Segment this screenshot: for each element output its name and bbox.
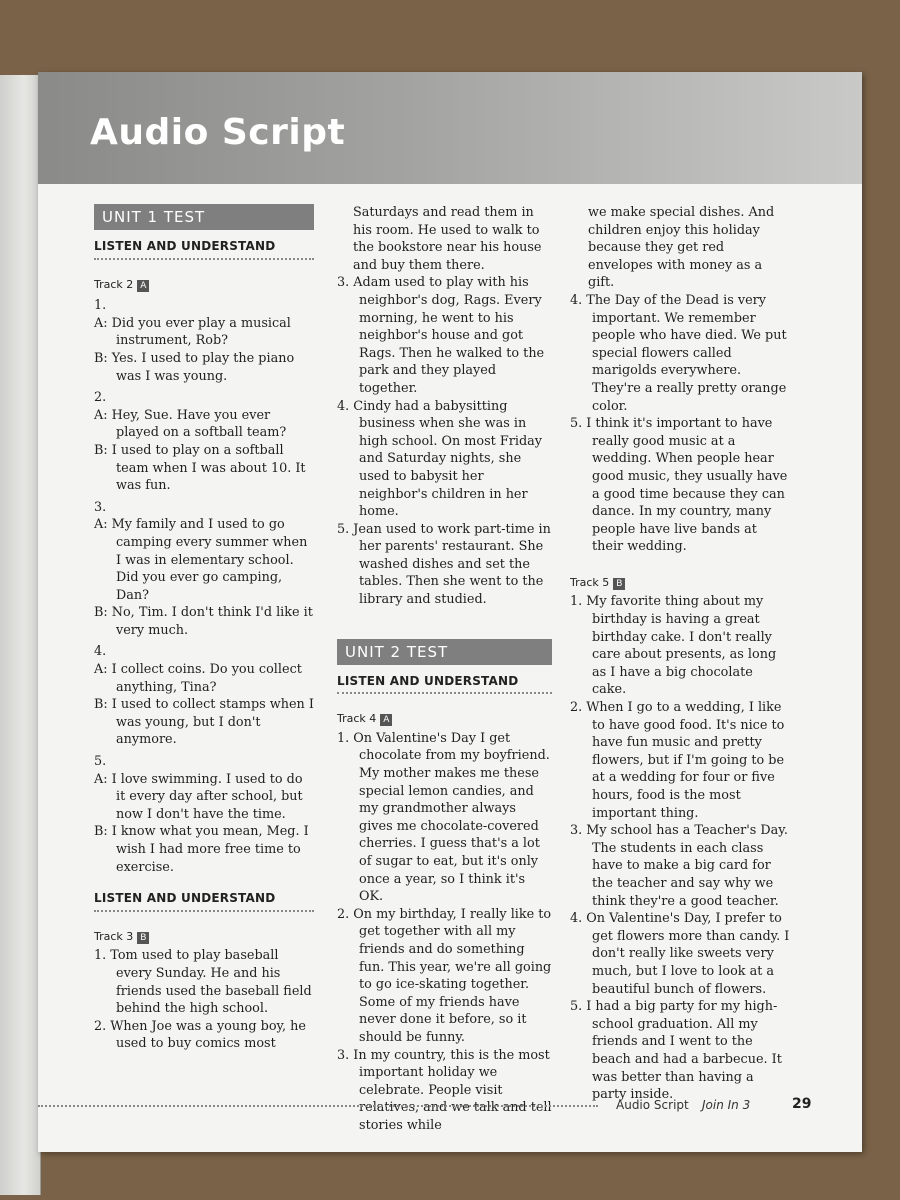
page-number: 29 bbox=[792, 1096, 812, 1112]
track-badge: B bbox=[137, 932, 149, 944]
script-item: 5. I had a big party for my high-school graduation. All my friends and I went to the beach and had a barbecue. It was better than having a party inside. bbox=[570, 999, 782, 1103]
script-item: 3. In my country, this is the most important holiday we celebrate. People visit relatives, and we talk and tell stories while bbox=[337, 1047, 552, 1133]
script-item: 1. Tom used to play baseball every Sunday. He and his friends used the baseball field behind the high school. bbox=[94, 948, 312, 1017]
dialog-number: 4. bbox=[94, 644, 107, 660]
footer-section: Audio Script bbox=[616, 1098, 689, 1112]
column-3 bbox=[570, 204, 790, 1104]
script-item: 2. When Joe was a young boy, he used to buy comics most bbox=[94, 1018, 306, 1052]
spacer bbox=[570, 556, 790, 574]
unit-2-heading: UNIT 2 TEST bbox=[337, 639, 552, 665]
dialog-line: B: Yes. I used to play the piano was I was young. bbox=[94, 350, 295, 384]
track-name: Track 5 bbox=[570, 575, 610, 589]
script-item: 4. The Day of the Dead is very important. We remember people who have died. We put special flowers called marigolds everywhere. They're a really pretty orange color. bbox=[570, 292, 787, 414]
script-item: 1. On Valentine's Day I get chocolate from my boyfriend. My mother makes me these special lemon candies, and my grandmother always gives me chocolate-covered cherries. I guess that's a lot of sugar to eat, but it's only once a year, so I think it's OK. bbox=[337, 730, 550, 905]
spacer bbox=[94, 876, 314, 890]
footer-book: Join In 3 bbox=[702, 1098, 751, 1112]
dialog-group bbox=[94, 389, 314, 495]
dialog-line: A: I collect coins. Do you collect anything, Tina? bbox=[94, 662, 302, 695]
track-label bbox=[570, 574, 790, 592]
dialog-group bbox=[94, 643, 314, 749]
dialog-number: 3. bbox=[94, 499, 107, 515]
dialog-line: B: I used to play on a softball team when I was about 10. It was fun. bbox=[94, 442, 306, 494]
dialog-line: A: Did you ever play a musical instrument, Rob? bbox=[94, 315, 291, 349]
dialog-line: A: I love swimming. I used to do it every day after school, but now I don't have the time. bbox=[94, 771, 303, 822]
track-badge: B bbox=[613, 578, 625, 590]
track-label bbox=[94, 928, 314, 946]
script-item: 3. Adam used to play with his neighbor's dog, Rags. Every morning, he went to his neighbor's house and got Rags. Then he walked to the park and they played together. bbox=[337, 275, 545, 396]
column-2 bbox=[337, 204, 552, 1135]
dialog-line: B: I used to collect stamps when I was young, but I don't anymore. bbox=[94, 697, 314, 748]
track-label bbox=[337, 710, 552, 728]
page-title: Audio Script bbox=[90, 112, 346, 153]
listen-understand-heading: LISTEN AND UNDERSTAND bbox=[94, 890, 314, 912]
book-page bbox=[38, 72, 862, 1152]
track-name: Track 2 bbox=[94, 277, 134, 291]
column-1 bbox=[94, 204, 314, 1053]
listen-understand-heading: LISTEN AND UNDERSTAND bbox=[94, 238, 314, 260]
script-item: 5. I think it's important to have really good music at a wedding. When people hear good music, they usually have a good time because they can dance. In my country, many people have live bands at their wedding. bbox=[570, 416, 788, 555]
listen-understand-heading: LISTEN AND UNDERSTAND bbox=[337, 673, 552, 695]
script-item: 4. Cindy had a babysitting business when she was in high school. On most Friday and Saturday nights, she used to babysit her neighbor's children in her home. bbox=[337, 398, 543, 520]
dialog-number: 5. bbox=[94, 754, 107, 770]
script-item: 5. Jean used to work part-time in her parents' restaurant. She washed dishes and set the tables. Then she went to the library and studied. bbox=[337, 521, 551, 608]
unit-1-heading: UNIT 1 TEST bbox=[94, 204, 314, 230]
spacer bbox=[337, 609, 552, 639]
dialog-line: A: My family and I used to go camping every summer when I was in elementary school. Did you ever go camping, Dan? bbox=[94, 517, 308, 603]
script-item: 1. My favorite thing about my birthday is having a great birthday cake. I don't really care about presents, as long as I have a big chocolate cake. bbox=[570, 594, 777, 698]
footer-rule bbox=[38, 1105, 598, 1107]
track-name: Track 3 bbox=[94, 929, 134, 943]
dialog-group bbox=[94, 753, 314, 876]
script-item: 3. My school has a Teacher's Day. The students in each class have to make a big card for the teacher and say why we think they're a good teacher. bbox=[570, 823, 788, 909]
script-item: 2. When I go to a wedding, I like to have good food. It's nice to have fun music and pretty flowers, but if I'm going to be at a wedding for four or five hours, food is the most important thing. bbox=[570, 700, 785, 821]
track-label bbox=[94, 276, 314, 294]
dialog-line: A: Hey, Sue. Have you ever played on a softball team? bbox=[94, 407, 287, 441]
dialog-number: 1. bbox=[94, 298, 107, 314]
track-badge: A bbox=[380, 714, 392, 726]
dialog-line: B: No, Tim. I don't think I'd like it very much. bbox=[94, 605, 313, 638]
dialog-group bbox=[94, 499, 314, 640]
track-name: Track 4 bbox=[337, 712, 377, 726]
header-band bbox=[38, 72, 862, 184]
left-page-edge bbox=[0, 75, 41, 1195]
script-continued: Saturdays and read them in his room. He used to walk to the bookstore near his house and buy them there. bbox=[353, 205, 542, 273]
dialog-group bbox=[94, 297, 314, 385]
script-item: 4. On Valentine's Day, I prefer to get flowers more than candy. I don't really like sweets very much, but I love to look at a beautiful bunch of flowers. bbox=[570, 911, 790, 997]
track-badge: A bbox=[137, 280, 149, 292]
dialog-line: B: I know what you mean, Meg. I wish I had more free time to exercise. bbox=[94, 824, 309, 875]
script-item: 2. On my birthday, I really like to get together with all my friends and do something fun. This year, we're all going to go ice-skating together. Some of my friends have never done it before, so it should be funny. bbox=[337, 906, 552, 1045]
script-continued: we make special dishes. And children enjoy this holiday because they get red envelopes with money as a gift. bbox=[588, 205, 775, 291]
dialog-number: 2. bbox=[94, 390, 107, 406]
